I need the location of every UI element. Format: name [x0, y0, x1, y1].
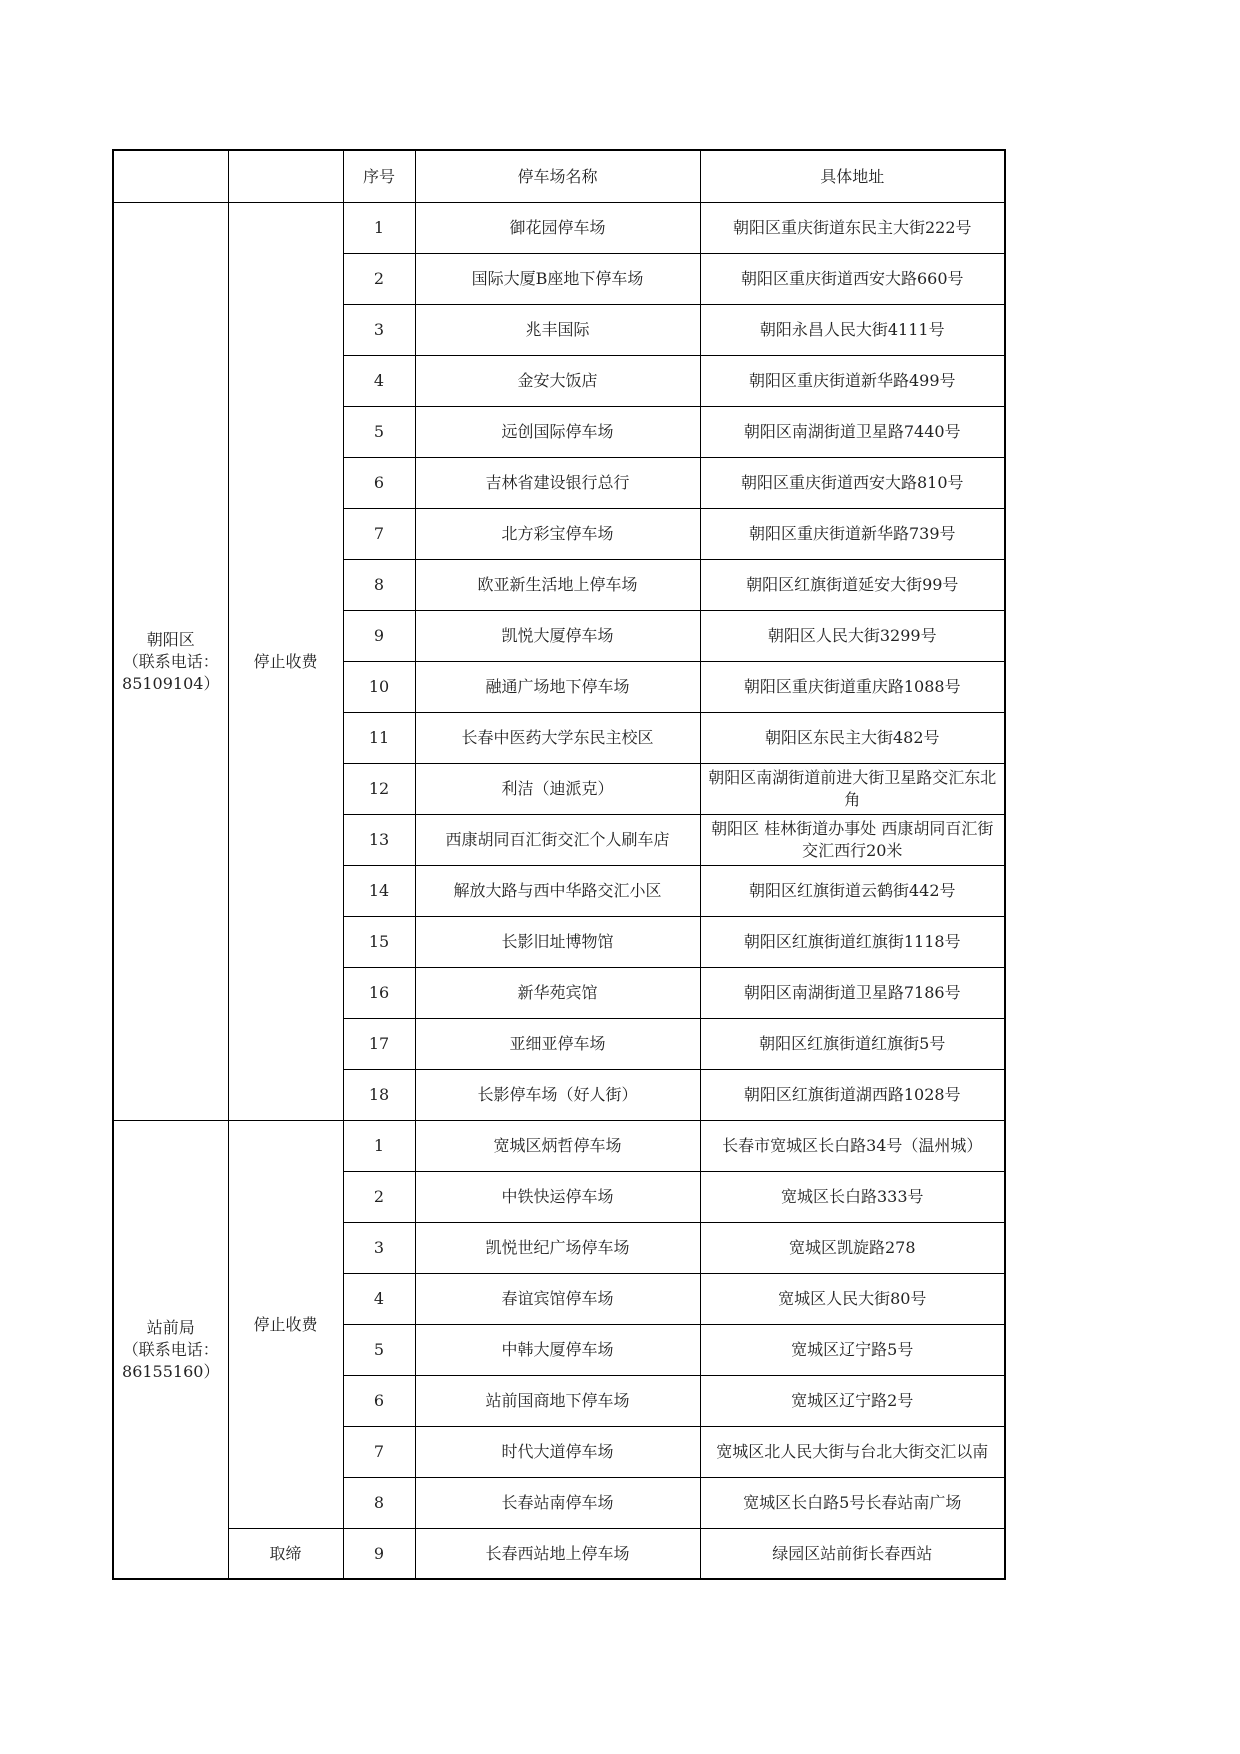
seq-cell: 10 — [343, 662, 415, 713]
name-cell: 凯悦世纪广场停车场 — [415, 1223, 700, 1274]
district-district: 朝阳区 — [146, 629, 195, 649]
address-cell: 朝阳区南湖街道前进大街卫星路交汇东北角 — [700, 764, 1005, 815]
district-cell — [113, 1121, 228, 1580]
seq-cell: 16 — [343, 968, 415, 1019]
header-row — [113, 150, 1005, 203]
parking-lot-table — [112, 149, 1006, 1580]
status-cell: 取缔 — [228, 1529, 343, 1580]
header-seq: 序号 — [343, 150, 415, 203]
table-row — [113, 1529, 1005, 1580]
seq-cell: 7 — [343, 1427, 415, 1478]
name-cell: 利洁（迪派克） — [415, 764, 700, 815]
district-contact: （联系电话： — [122, 651, 219, 671]
address-cell: 宽城区人民大街80号 — [700, 1274, 1005, 1325]
name-cell: 新华苑宾馆 — [415, 968, 700, 1019]
table-row — [113, 1121, 1005, 1172]
address-cell: 朝阳区红旗街道红旗街1118号 — [700, 917, 1005, 968]
seq-cell: 2 — [343, 254, 415, 305]
address-cell: 朝阳区红旗街道云鹤街442号 — [700, 866, 1005, 917]
name-cell: 融通广场地下停车场 — [415, 662, 700, 713]
district-phone: 86155160） — [122, 1361, 220, 1381]
seq-cell: 17 — [343, 1019, 415, 1070]
district-cell — [113, 203, 228, 1121]
header-district-cell — [113, 150, 228, 203]
name-cell: 远创国际停车场 — [415, 407, 700, 458]
seq-cell: 8 — [343, 560, 415, 611]
name-cell: 中韩大厦停车场 — [415, 1325, 700, 1376]
address-cell: 长春市宽城区长白路34号（温州城） — [700, 1121, 1005, 1172]
address-cell: 朝阳永昌人民大街4111号 — [700, 305, 1005, 356]
seq-cell: 12 — [343, 764, 415, 815]
address-cell: 朝阳区东民主大街482号 — [700, 713, 1005, 764]
seq-cell: 6 — [343, 1376, 415, 1427]
name-cell: 长春中医药大学东民主校区 — [415, 713, 700, 764]
address-cell: 朝阳区重庆街道重庆路1088号 — [700, 662, 1005, 713]
status-cell: 停止收费 — [228, 203, 343, 1121]
address-cell: 朝阳区重庆街道新华路739号 — [700, 509, 1005, 560]
seq-cell: 1 — [343, 1121, 415, 1172]
seq-cell: 11 — [343, 713, 415, 764]
district-phone: 85109104） — [122, 673, 220, 693]
address-cell: 朝阳区重庆街道西安大路810号 — [700, 458, 1005, 509]
address-cell: 朝阳区重庆街道西安大路660号 — [700, 254, 1005, 305]
seq-cell: 5 — [343, 1325, 415, 1376]
seq-cell: 9 — [343, 1529, 415, 1580]
name-cell: 长影停车场（好人街） — [415, 1070, 700, 1121]
address-cell: 宽城区长白路333号 — [700, 1172, 1005, 1223]
name-cell: 中铁快运停车场 — [415, 1172, 700, 1223]
seq-cell: 13 — [343, 815, 415, 866]
address-cell: 朝阳区南湖街道卫星路7440号 — [700, 407, 1005, 458]
seq-cell: 5 — [343, 407, 415, 458]
seq-cell: 4 — [343, 356, 415, 407]
address-cell: 朝阳区重庆街道新华路499号 — [700, 356, 1005, 407]
address-cell: 宽城区北人民大街与台北大街交汇以南 — [700, 1427, 1005, 1478]
address-cell: 绿园区站前街长春西站 — [700, 1529, 1005, 1580]
address-cell: 朝阳区红旗街道延安大街99号 — [700, 560, 1005, 611]
table-row — [113, 203, 1005, 254]
name-cell: 时代大道停车场 — [415, 1427, 700, 1478]
name-cell: 西康胡同百汇街交汇个人刷车店 — [415, 815, 700, 866]
header-name: 停车场名称 — [415, 150, 700, 203]
address-cell: 朝阳区人民大街3299号 — [700, 611, 1005, 662]
seq-cell: 6 — [343, 458, 415, 509]
seq-cell: 7 — [343, 509, 415, 560]
seq-cell: 1 — [343, 203, 415, 254]
name-cell: 金安大饭店 — [415, 356, 700, 407]
status-cell: 停止收费 — [228, 1121, 343, 1529]
seq-cell: 9 — [343, 611, 415, 662]
name-cell: 亚细亚停车场 — [415, 1019, 700, 1070]
header-address: 具体地址 — [700, 150, 1005, 203]
address-cell: 朝阳区 桂林街道办事处 西康胡同百汇街交汇西行20米 — [700, 815, 1005, 866]
address-cell: 宽城区辽宁路5号 — [700, 1325, 1005, 1376]
address-cell: 宽城区辽宁路2号 — [700, 1376, 1005, 1427]
seq-cell: 15 — [343, 917, 415, 968]
seq-cell: 2 — [343, 1172, 415, 1223]
address-cell: 朝阳区红旗街道湖西路1028号 — [700, 1070, 1005, 1121]
address-cell: 朝阳区重庆街道东民主大街222号 — [700, 203, 1005, 254]
name-cell: 御花园停车场 — [415, 203, 700, 254]
name-cell: 站前国商地下停车场 — [415, 1376, 700, 1427]
seq-cell: 18 — [343, 1070, 415, 1121]
address-cell: 朝阳区南湖街道卫星路7186号 — [700, 968, 1005, 1019]
name-cell: 北方彩宝停车场 — [415, 509, 700, 560]
name-cell: 解放大路与西中华路交汇小区 — [415, 866, 700, 917]
name-cell: 长春西站地上停车场 — [415, 1529, 700, 1580]
name-cell: 春谊宾馆停车场 — [415, 1274, 700, 1325]
seq-cell: 3 — [343, 305, 415, 356]
name-cell: 长影旧址博物馆 — [415, 917, 700, 968]
header-status-cell — [228, 150, 343, 203]
name-cell: 吉林省建设银行总行 — [415, 458, 700, 509]
address-cell: 宽城区凯旋路278 — [700, 1223, 1005, 1274]
district-contact: （联系电话： — [122, 1339, 219, 1359]
name-cell: 凯悦大厦停车场 — [415, 611, 700, 662]
address-cell: 朝阳区红旗街道红旗街5号 — [700, 1019, 1005, 1070]
seq-cell: 3 — [343, 1223, 415, 1274]
seq-cell: 4 — [343, 1274, 415, 1325]
name-cell: 长春站南停车场 — [415, 1478, 700, 1529]
seq-cell: 14 — [343, 866, 415, 917]
name-cell: 国际大厦B座地下停车场 — [415, 254, 700, 305]
address-cell: 宽城区长白路5号长春站南广场 — [700, 1478, 1005, 1529]
name-cell: 欧亚新生活地上停车场 — [415, 560, 700, 611]
name-cell: 兆丰国际 — [415, 305, 700, 356]
district-district: 站前局 — [146, 1317, 195, 1337]
seq-cell: 8 — [343, 1478, 415, 1529]
name-cell: 宽城区炳哲停车场 — [415, 1121, 700, 1172]
